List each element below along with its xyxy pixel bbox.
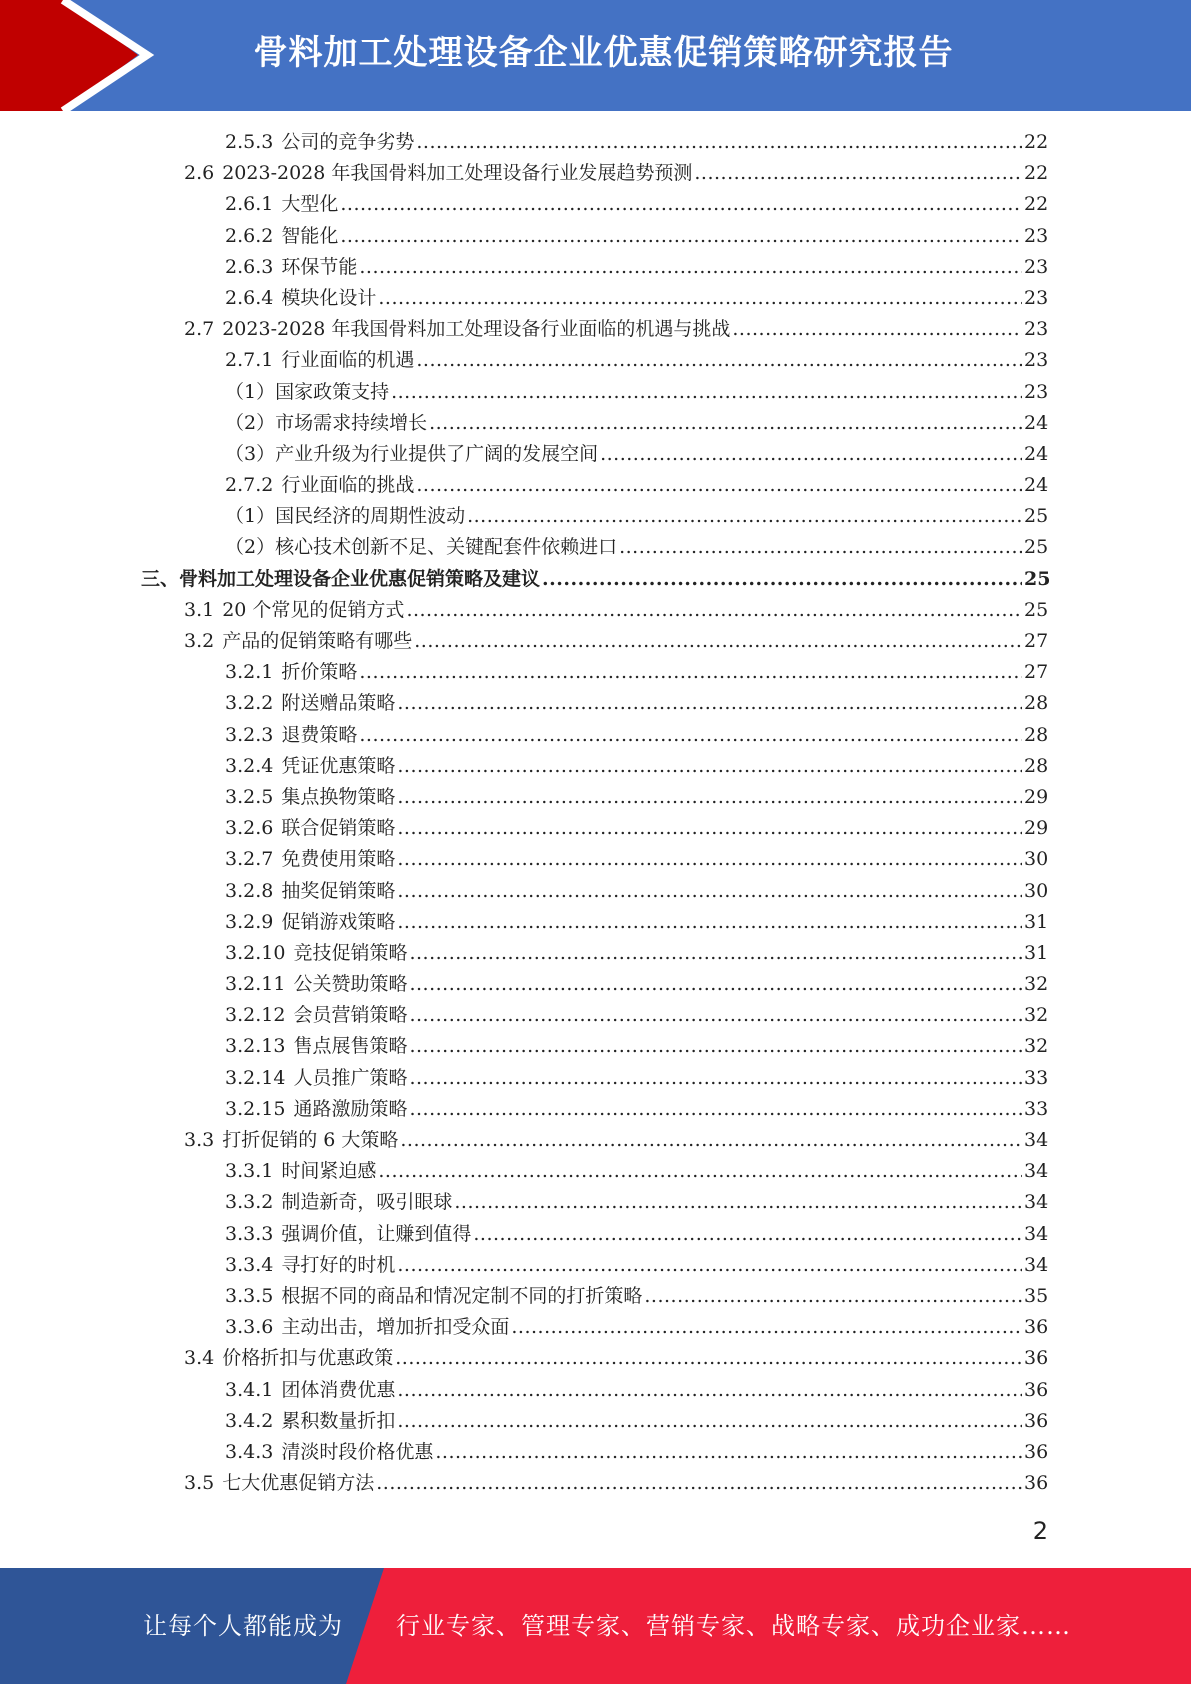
toc-entry-page: 30	[1024, 848, 1049, 871]
toc-entry-label: 免费使用策略	[281, 848, 396, 871]
toc-entry-page: 28	[1024, 723, 1049, 746]
footer-slogan-left: 让每个人都能成为	[143, 1612, 343, 1640]
toc-entry-number: 2.6.3	[225, 255, 274, 278]
toc-entry-number: 3.3.3	[225, 1222, 274, 1245]
toc-entry-label: （1）国家政策支持	[225, 380, 390, 403]
toc-entry[interactable]	[225, 189, 1191, 220]
toc-dot-leader	[600, 439, 1022, 470]
toc-entry[interactable]	[225, 1031, 1191, 1062]
toc-entry-label: 公司的竞争劣势	[281, 131, 415, 153]
toc-entry[interactable]	[184, 626, 1191, 657]
toc-entry-page: 36	[1024, 1316, 1049, 1339]
toc-entry-number: 3.2	[184, 630, 215, 652]
toc-entry-page: 36	[1024, 1378, 1049, 1401]
toc-entry-label: 凭证优惠策略	[281, 754, 396, 777]
toc-entry-number: 3.2.6	[225, 817, 274, 840]
toc-entry-page: 34	[1024, 1253, 1049, 1276]
toc-dot-leader	[397, 1406, 1022, 1437]
toc-entry-page: 33	[1024, 1066, 1049, 1089]
toc-entry-label: 强调价值，让赚到值得	[281, 1222, 472, 1245]
toc-dot-leader	[397, 782, 1022, 813]
toc-entry-number: 3.3.5	[225, 1284, 274, 1307]
toc-entry-number: 3.2.1	[225, 661, 274, 684]
toc-entry-page: 36	[1024, 1347, 1049, 1370]
toc-entry-label: 20 个常见的促销方式	[222, 598, 405, 621]
toc-entry[interactable]	[184, 595, 1191, 626]
toc-entry[interactable]	[184, 1343, 1191, 1374]
toc-dot-leader	[409, 1063, 1022, 1094]
toc-dot-leader	[416, 345, 1022, 376]
toc-entry-label: 主动出击，增加折扣受众面	[281, 1316, 510, 1339]
page-footer	[0, 1568, 1191, 1684]
toc-entry-label: 促销游戏策略	[281, 910, 396, 933]
toc-entry-page: 34	[1024, 1160, 1049, 1183]
toc-dot-leader	[416, 470, 1022, 501]
toc-dot-leader	[435, 1437, 1022, 1468]
toc-entry-label: 七大优惠促销方法	[222, 1472, 375, 1495]
toc-dot-leader	[694, 158, 1022, 189]
toc-entry-label: 寻打好的时机	[281, 1253, 396, 1276]
toc-entry-number: 2.6.1	[225, 193, 274, 216]
toc-dot-leader	[406, 595, 1022, 626]
toc-entry-number: 3.2.3	[225, 723, 274, 746]
toc-entry-label: 清淡时段价格优惠	[281, 1440, 434, 1463]
toc-entry-label: 环保节能	[281, 255, 358, 278]
toc-entry[interactable]	[225, 1063, 1191, 1094]
toc-entry-page: 27	[1024, 630, 1049, 652]
toc-entry-number: 2.7.2	[225, 474, 274, 497]
toc-entry-label: 附送赠品策略	[281, 692, 396, 715]
toc-entry-page: 23	[1024, 286, 1049, 309]
toc-dot-leader	[397, 844, 1022, 875]
toc-entry[interactable]	[225, 1187, 1191, 1218]
toc-entry[interactable]	[225, 844, 1191, 875]
toc-entry-label: 通路激励策略	[293, 1097, 408, 1120]
toc-entry-label: 制造新奇，吸引眼球	[281, 1191, 453, 1214]
toc-entry-label: 智能化	[281, 224, 339, 247]
toc-dot-leader	[397, 813, 1022, 844]
toc-entry-label: 大型化	[281, 193, 339, 216]
toc-entry-page: 23	[1024, 255, 1049, 278]
toc-entry-label: （2）市场需求持续增长	[225, 411, 428, 434]
page-header	[0, 0, 1191, 111]
toc-entry-number: 3.2.8	[225, 879, 274, 902]
toc-dot-leader	[409, 1000, 1022, 1031]
toc-entry-number: 3.4.1	[225, 1378, 274, 1401]
page-number: 2	[1032, 1517, 1048, 1545]
toc-entry-label: 三、骨料加工处理设备企业优惠促销策略及建议	[141, 567, 541, 590]
toc-dot-leader	[409, 938, 1022, 969]
toc-dot-leader	[511, 1312, 1022, 1343]
toc-dot-leader	[397, 1375, 1022, 1406]
toc-entry-label: 根据不同的商品和情况定制不同的打折策略	[281, 1284, 643, 1307]
toc-entry-label: （3）产业升级为行业提供了广阔的发展空间	[225, 442, 599, 465]
toc-dot-leader	[473, 1219, 1022, 1250]
toc-entry-number: 3.3	[184, 1129, 215, 1151]
toc-entry[interactable]	[225, 221, 1191, 252]
toc-entry[interactable]	[225, 782, 1191, 813]
toc-dot-leader	[429, 408, 1022, 439]
toc-entry-label: （2）核心技术创新不足、关键配套件依赖进口	[225, 536, 618, 559]
toc-entry-page: 28	[1024, 754, 1049, 777]
toc-entry-number: 3.2.12	[225, 1004, 286, 1027]
toc-entry-number: 2.6.2	[225, 224, 274, 247]
toc-entry-label: 会员营销策略	[293, 1004, 408, 1027]
toc-dot-leader	[378, 283, 1022, 314]
toc-entry-number: 2.6	[184, 162, 215, 185]
toc-entry[interactable]	[225, 1437, 1191, 1468]
toc-dot-leader	[397, 907, 1022, 938]
toc-entry-page: 25	[1024, 505, 1049, 528]
toc-entry-label: 产品的促销策略有哪些	[222, 630, 413, 652]
toc-entry-label: 售点展售策略	[293, 1035, 408, 1058]
toc-entry-number: 3.5	[184, 1472, 215, 1495]
toc-dot-leader	[376, 1468, 1022, 1499]
toc-dot-leader	[397, 688, 1022, 719]
toc-entry-page: 25	[1024, 598, 1049, 621]
toc-entry[interactable]	[225, 688, 1191, 719]
toc-entry[interactable]	[225, 657, 1191, 688]
toc-entry-number: 2.5.3	[225, 131, 274, 153]
toc-entry-page: 28	[1024, 692, 1049, 715]
toc-entry-page: 36	[1024, 1440, 1049, 1463]
toc-entry-page: 25	[1024, 536, 1049, 559]
toc-entry-page: 24	[1024, 411, 1049, 434]
toc-entry-number: 3.4	[184, 1347, 215, 1370]
toc-entry-page: 22	[1024, 162, 1049, 185]
toc-entry-label: 模块化设计	[281, 286, 377, 309]
toc-entry-page: 30	[1024, 879, 1049, 902]
toc-dot-leader	[454, 1187, 1022, 1218]
toc-dot-leader	[340, 189, 1022, 220]
toc-entry-number: 3.2.7	[225, 848, 274, 871]
toc-dot-leader	[397, 876, 1022, 907]
toc-dot-leader	[395, 1343, 1022, 1374]
toc-entry-number: 3.2.2	[225, 692, 274, 715]
toc-entry-page: 23	[1024, 318, 1049, 341]
toc-entry-number: 2.7.1	[225, 349, 274, 372]
toc-dot-leader	[359, 252, 1022, 283]
toc-dot-leader	[644, 1281, 1022, 1312]
toc-entry[interactable]	[225, 252, 1191, 283]
toc-entry[interactable]	[225, 408, 1191, 439]
toc-entry-number: 3.3.6	[225, 1316, 274, 1339]
footer-slogan-right: 行业专家、管理专家、营销专家、战略专家、成功企业家……	[396, 1612, 1071, 1640]
toc-entry-number: 3.2.4	[225, 754, 274, 777]
toc-entry[interactable]	[225, 1000, 1191, 1031]
toc-dot-leader	[414, 626, 1022, 657]
toc-entry-page: 32	[1024, 1004, 1049, 1027]
toc-entry-page: 33	[1024, 1097, 1049, 1120]
toc-dot-leader	[467, 501, 1022, 532]
toc-dot-leader	[409, 1031, 1022, 1062]
toc-entry-page: 24	[1024, 442, 1049, 465]
toc-entry[interactable]	[184, 1468, 1191, 1499]
toc-entry-page: 25	[1024, 567, 1051, 590]
toc-dot-leader	[378, 1156, 1022, 1187]
toc-entry-label: 打折促销的 6 大策略	[222, 1129, 399, 1151]
toc-entry-number: 3.1	[184, 598, 215, 621]
toc-entry[interactable]	[225, 1094, 1191, 1125]
toc-entry[interactable]	[225, 1219, 1191, 1250]
toc-entry-number: 3.2.13	[225, 1035, 286, 1058]
toc-entry-number: 3.4.3	[225, 1440, 274, 1463]
toc-entry-page: 23	[1024, 380, 1049, 403]
toc-entry-page: 29	[1024, 785, 1049, 808]
toc-dot-leader	[619, 532, 1022, 563]
toc-entry-number: 3.3.4	[225, 1253, 274, 1276]
toc-entry-number: 2.6.4	[225, 286, 274, 309]
toc-entry[interactable]	[225, 1375, 1191, 1406]
toc-entry-page: 34	[1024, 1191, 1049, 1214]
toc-entry[interactable]	[225, 1250, 1191, 1281]
toc-entry-label: 累积数量折扣	[281, 1409, 396, 1432]
toc-entry-label: 退费策略	[281, 723, 358, 746]
toc-entry[interactable]	[225, 532, 1191, 563]
toc-dot-leader	[416, 127, 1022, 158]
toc-entry-page: 24	[1024, 474, 1049, 497]
toc-entry[interactable]	[225, 1281, 1191, 1312]
toc-entry[interactable]	[225, 720, 1191, 751]
toc-entry-page: 22	[1024, 193, 1049, 216]
toc-entry-page: 29	[1024, 817, 1049, 840]
toc-entry-label: 行业面临的挑战	[281, 474, 415, 497]
toc-entry-label: 抽奖促销策略	[281, 879, 396, 902]
toc-entry-page: 32	[1024, 973, 1049, 996]
toc-entry[interactable]	[225, 751, 1191, 782]
toc-entry-label: 2023-2028 年我国骨料加工处理设备行业面临的机遇与挑战	[222, 318, 731, 341]
toc-entry[interactable]	[184, 158, 1191, 189]
toc-dot-leader	[397, 751, 1022, 782]
toc-entry-number: 3.2.9	[225, 910, 274, 933]
toc-entry-label: 折价策略	[281, 661, 358, 684]
toc-entry[interactable]	[141, 564, 1191, 595]
toc-dot-leader	[359, 720, 1022, 751]
table-of-contents	[0, 127, 1191, 1499]
toc-entry-page: 36	[1024, 1409, 1049, 1432]
toc-dot-leader	[397, 1250, 1022, 1281]
toc-entry[interactable]	[225, 501, 1191, 532]
toc-entry-number: 2.7	[184, 318, 215, 341]
toc-entry-number: 3.2.14	[225, 1066, 286, 1089]
toc-dot-leader	[400, 1125, 1022, 1156]
toc-entry-number: 3.2.11	[225, 973, 286, 996]
toc-entry-number: 3.3.1	[225, 1160, 274, 1183]
toc-entry-label: 团体消费优惠	[281, 1378, 396, 1401]
toc-entry[interactable]	[225, 1406, 1191, 1437]
toc-entry-label: 2023-2028 年我国骨料加工处理设备行业发展趋势预测	[222, 162, 693, 185]
toc-dot-leader	[409, 969, 1022, 1000]
toc-entry-label: 价格折扣与优惠政策	[222, 1347, 394, 1370]
toc-entry-label: 集点换物策略	[281, 785, 396, 808]
toc-entry-label: 联合促销策略	[281, 817, 396, 840]
toc-entry[interactable]	[225, 907, 1191, 938]
toc-entry[interactable]	[184, 1125, 1191, 1156]
toc-entry-label: 行业面临的机遇	[281, 349, 415, 372]
toc-entry[interactable]	[225, 969, 1191, 1000]
toc-dot-leader	[391, 377, 1022, 408]
toc-entry-page: 34	[1024, 1129, 1049, 1151]
toc-entry-number: 3.2.10	[225, 941, 286, 964]
toc-entry[interactable]	[225, 1156, 1191, 1187]
toc-entry-page: 34	[1024, 1222, 1049, 1245]
toc-entry-page: 36	[1024, 1472, 1049, 1495]
toc-entry-label: 公关赞助策略	[293, 973, 408, 996]
toc-entry[interactable]	[225, 283, 1191, 314]
toc-entry-number: 3.2.5	[225, 785, 274, 808]
toc-entry[interactable]	[225, 127, 1191, 158]
toc-entry[interactable]	[225, 439, 1191, 470]
toc-entry[interactable]	[225, 377, 1191, 408]
toc-entry[interactable]	[225, 470, 1191, 501]
toc-entry-number: 3.4.2	[225, 1409, 274, 1432]
toc-entry-number: 3.3.2	[225, 1191, 274, 1214]
toc-entry-page: 23	[1024, 224, 1049, 247]
toc-dot-leader	[340, 221, 1022, 252]
toc-entry[interactable]	[225, 813, 1191, 844]
toc-entry-label: 人员推广策略	[293, 1066, 408, 1089]
toc-entry-page: 32	[1024, 1035, 1049, 1058]
toc-entry-page: 35	[1024, 1284, 1049, 1307]
toc-dot-leader	[409, 1094, 1022, 1125]
toc-entry-number: 3.2.15	[225, 1097, 286, 1120]
toc-entry-label: 竞技促销策略	[293, 941, 408, 964]
toc-entry-label: 时间紧迫感	[281, 1160, 377, 1183]
report-title: 骨料加工处理设备企业优惠促销策略研究报告	[253, 33, 954, 73]
toc-entry-page: 27	[1024, 661, 1049, 684]
toc-dot-leader	[732, 314, 1022, 345]
toc-entry-page: 23	[1024, 349, 1049, 372]
toc-dot-leader	[542, 564, 1022, 595]
toc-entry[interactable]	[225, 345, 1191, 376]
toc-entry-page: 31	[1024, 910, 1049, 933]
toc-entry-page: 31	[1024, 941, 1049, 964]
toc-entry[interactable]	[225, 1312, 1191, 1343]
toc-entry-label: （1）国民经济的周期性波动	[225, 505, 466, 528]
toc-dot-leader	[359, 657, 1022, 688]
toc-entry[interactable]	[225, 938, 1191, 969]
toc-entry[interactable]	[184, 314, 1191, 345]
toc-entry-page: 22	[1024, 131, 1049, 153]
toc-entry[interactable]	[225, 876, 1191, 907]
